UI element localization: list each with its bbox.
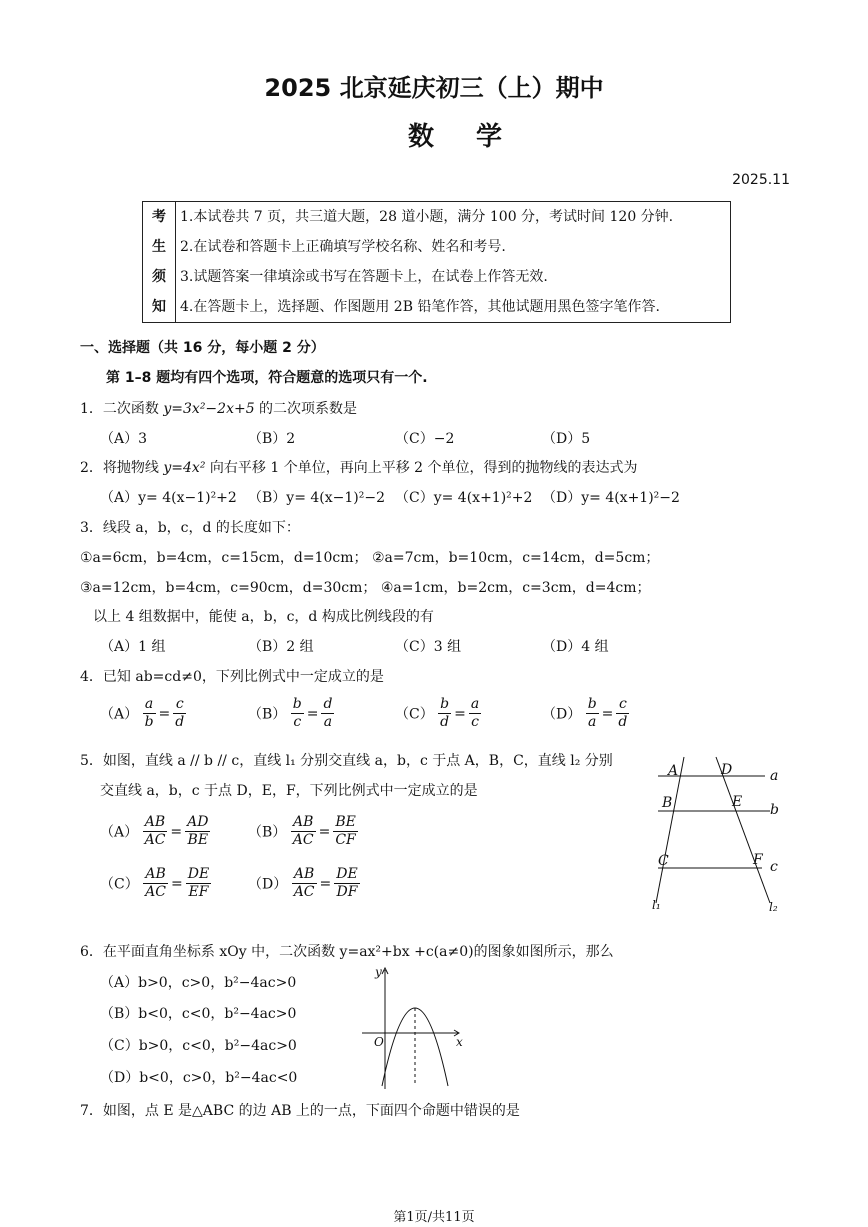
q5-parallel-lines-figure [640, 755, 790, 920]
fraction: $\frac{AD}{BE}$ [187, 814, 209, 848]
line-l2 [716, 757, 770, 903]
q5-option-d: （D） $\frac{AB}{AC}$ = $\frac{DE}{DF}$ [248, 866, 358, 900]
fraction: $\frac{c}{d}$ [618, 696, 628, 730]
q3-question-line: 以上 4 组数据中，能使 a，b，c，d 构成比例线段的有 [93, 609, 434, 625]
notice-item: 1.本试卷共 7 页，共三道大题，28 道小题，满分 100 分，考试时间 120 分钟. [180, 209, 674, 225]
label-line-l1: l₁ [652, 898, 661, 912]
fraction: $\frac{c}{d}$ [175, 696, 185, 730]
label-line-l2: l₂ [769, 900, 778, 914]
q6-option-d: （D）b<0，c>0，b²−4ac<0 [100, 1070, 298, 1086]
q5-option-b: （B） $\frac{AB}{AC}$ = $\frac{BE}{CF}$ [248, 814, 356, 848]
fraction: $\frac{AB}{AC}$ [292, 814, 314, 848]
q4-option-c: （C） $\frac{b}{d}$ = $\frac{a}{c}$ [395, 696, 480, 730]
q4-option-b: （B） $\frac{b}{c}$ = $\frac{d}{a}$ [248, 696, 333, 730]
question-1-stem: 1．二次函数 y=3x²−2x+5 的二次项系数是 [80, 401, 358, 417]
q1-option-b: （B）2 [248, 431, 296, 447]
question-3-stem: 3．线段 a，b，c，d 的长度如下： [80, 520, 300, 536]
q3-option-c: （C）3 组 [395, 639, 462, 655]
q5-option-a: （A） $\frac{AB}{AC}$ = $\frac{AD}{BE}$ [100, 814, 209, 848]
notice-items [176, 202, 731, 323]
q2-option-b: （B）y= 4(x−1)²−2 [248, 490, 385, 506]
label-point-e: E [732, 794, 743, 810]
label-y-axis: y [375, 965, 382, 979]
q2-option-c: （C）y= 4(x+1)²+2 [395, 490, 533, 506]
label-point-b: B [662, 795, 673, 811]
q5-option-c: （C） $\frac{AB}{AC}$ = $\frac{DE}{EF}$ [100, 866, 210, 900]
q1-option-c: （C）−2 [395, 431, 455, 447]
fraction: $\frac{DE}{EF}$ [187, 866, 210, 900]
question-2-stem: 2．将抛物线 y=4x² 向右平移 1 个单位，再向上平移 2 个单位，得到的抛物线的表达式为 [80, 460, 638, 476]
q6-option-a: （A）b>0，c>0，b²−4ac>0 [100, 975, 297, 991]
label-x-axis: x [456, 1035, 463, 1049]
notice-side-label: 考 生 须 知 [143, 202, 176, 323]
fraction: $\frac{b}{a}$ [587, 696, 597, 730]
fraction: $\frac{d}{a}$ [323, 696, 333, 730]
fraction: $\frac{DE}{DF}$ [336, 866, 358, 900]
label-line-b: b [770, 802, 779, 818]
label-point-c: C [658, 853, 669, 869]
section-heading: 一、选择题（共 16 分，每小题 2 分） [80, 340, 325, 356]
fraction: $\frac{AB}{AC}$ [145, 866, 166, 900]
subject-title: 数学 [407, 122, 544, 152]
q1-option-a: （A）3 [100, 431, 148, 447]
q2-option-a: （A）y= 4(x−1)²+2 [100, 490, 237, 506]
q1-option-d: （D）5 [542, 431, 591, 447]
question-5-stem-line-2: 交直线 a，b，c 于点 D，E，F，下列比例式中一定成立的是 [100, 783, 478, 799]
exam-date: 2025.11 [732, 172, 790, 188]
page-title: 2025 北京延庆初三（上）期中 [264, 74, 604, 102]
question-6-stem: 6．在平面直角坐标系 xOy 中，二次函数 y=ax²+bx +c(a≠0)的图象如图所示，那么 [80, 944, 614, 960]
fraction: $\frac{b}{d}$ [440, 696, 450, 730]
fraction: $\frac{BE}{CF}$ [335, 814, 356, 848]
q6-option-b: （B）b<0，c<0，b²−4ac>0 [100, 1006, 297, 1022]
page-number: 第1页/共11页 [393, 1210, 475, 1225]
label-line-c: c [770, 859, 778, 875]
q6-option-c: （C）b>0，c<0，b²−4ac>0 [100, 1038, 297, 1054]
label-point-f: F [753, 852, 763, 868]
question-5-stem: 5．如图，直线 a // b // c，直线 l₁ 分别交直线 a，b，c 于点 A，B，C，直线 l₂ 分别 [80, 753, 613, 769]
section-note: 第 1–8 题均有四个选项，符合题意的选项只有一个. [106, 370, 428, 386]
label-origin: O [374, 1035, 384, 1049]
notice-item: 2.在试卷和答题卡上正确填写学校名称、姓名和考号. [180, 239, 506, 255]
q3-data-line-2: ③a=12cm，b=4cm，c=90cm，d=30cm； ④a=1cm，b=2cm，c=3cm，d=4cm； [80, 580, 651, 596]
notice-item: 4.在答题卡上，选择题、作图题用 2B 铅笔作答，其他试题用黑色签字笔作答. [180, 299, 660, 315]
notice-table [142, 201, 731, 323]
q3-option-d: （D）4 组 [542, 639, 609, 655]
q4-option-d: （D） $\frac{b}{a}$ = $\frac{c}{d}$ [542, 696, 628, 730]
q3-option-b: （B）2 组 [248, 639, 314, 655]
fraction: $\frac{a}{c}$ [470, 696, 480, 730]
fraction: $\frac{b}{c}$ [292, 696, 302, 730]
q3-data-line-1: ①a=6cm，b=4cm，c=15cm，d=10cm； ②a=7cm，b=10cm，c=14cm，d=5cm； [80, 550, 660, 566]
label-point-d: D [721, 762, 733, 778]
label-line-a: a [770, 768, 779, 784]
question-4-stem: 4．已知 ab=cd≠0，下列比例式中一定成立的是 [80, 669, 384, 685]
question-7-stem: 7．如图，点 E 是△ABC 的边 AB 上的一点，下面四个命题中错误的是 [80, 1103, 520, 1119]
q4-option-a: （A） $\frac{a}{b}$ = $\frac{c}{d}$ [100, 696, 185, 730]
q2-option-d: （D）y= 4(x+1)²−2 [542, 490, 680, 506]
fraction: $\frac{AB}{AC}$ [144, 814, 166, 848]
q3-option-a: （A）1 组 [100, 639, 166, 655]
label-point-a: A [668, 763, 679, 779]
q6-parabola-figure [360, 962, 475, 1092]
fraction: $\frac{AB}{AC}$ [293, 866, 315, 900]
notice-item: 3.试题答案一律填涂或书写在答题卡上，在试卷上作答无效. [180, 269, 548, 285]
fraction: $\frac{a}{b}$ [144, 696, 154, 730]
